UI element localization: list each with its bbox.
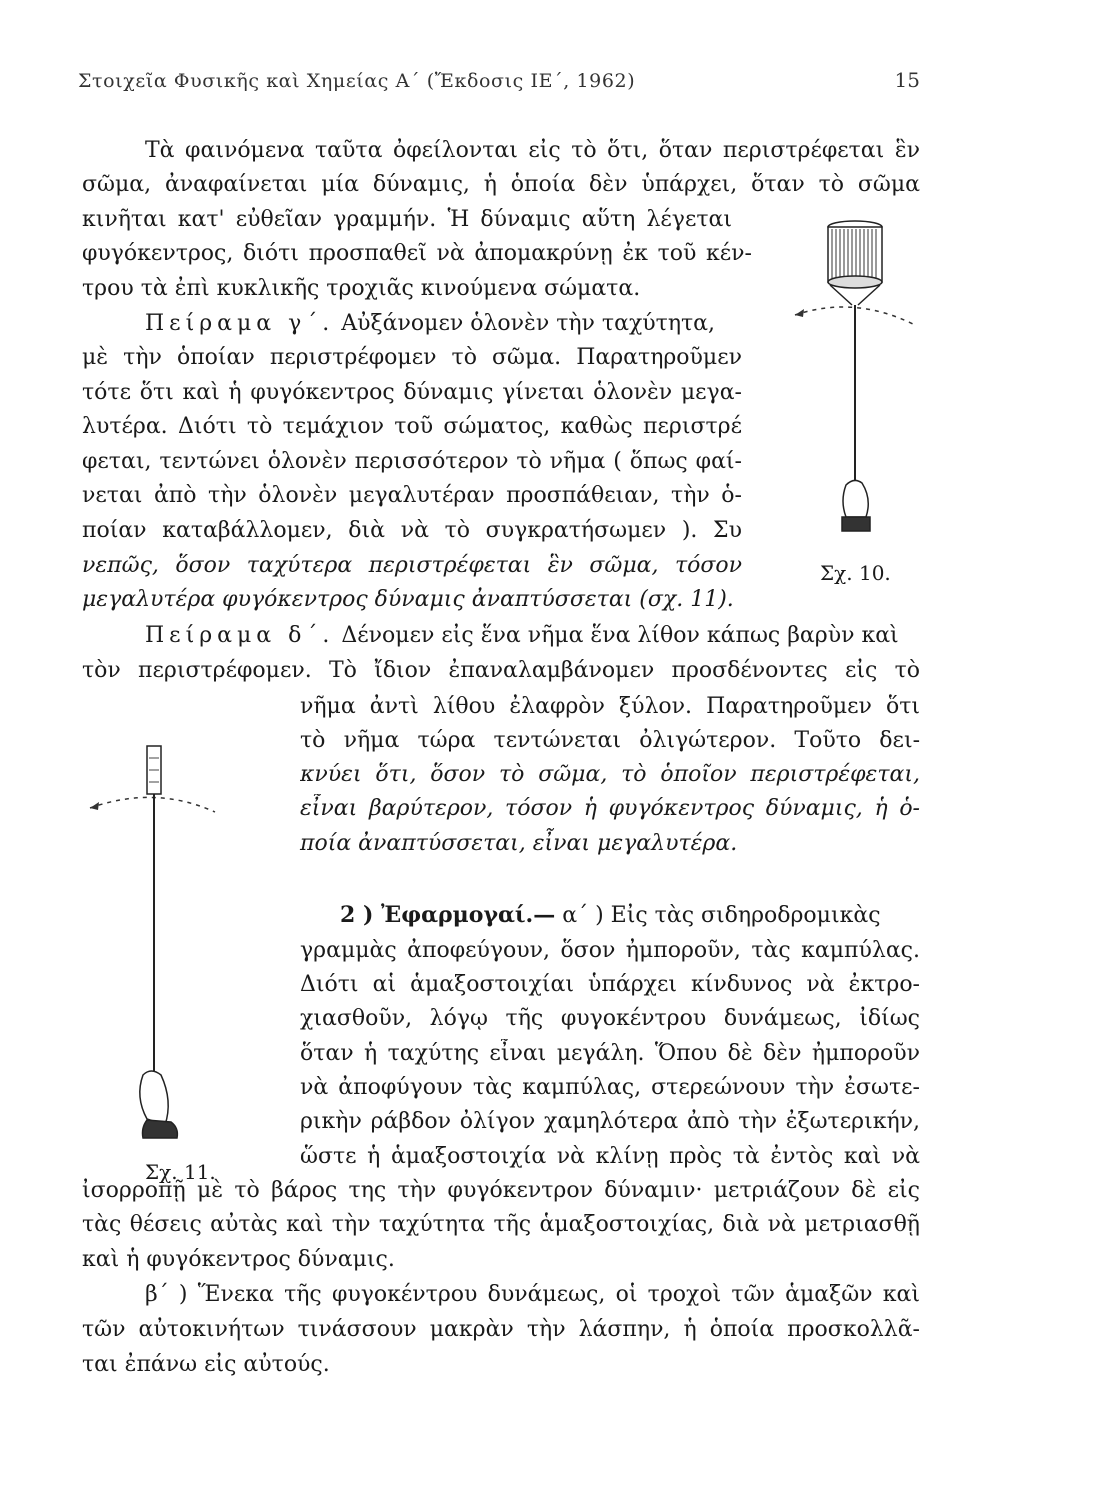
body-line: νεται ἀπὸ τὴν ὁλονὲν μεγαλυτέραν προσπάθειαν, τὴν ὁ- bbox=[82, 483, 742, 508]
body-line: ποία ἀναπτύσσεται, εἶναι μεγαλυτέρα. bbox=[300, 831, 738, 856]
body-line: λυτέρα. Διότι τὸ τεμάχιον τοῦ σώματος, καθὼς περιστρέ bbox=[82, 414, 742, 439]
figure-11-caption: Σχ. 11. bbox=[145, 1160, 216, 1184]
body-line: νῆμα ἀντὶ λίθου ἐλαφρὸν ξύλον. Παρατηροῦμεν ὅτι bbox=[300, 694, 920, 719]
body-line: τὸν περιστρέφομεν. Τὸ ἴδιον ἐπαναλαμβάνομεν προσδένοντες εἰς τὸ bbox=[82, 658, 920, 683]
body-line: ται ἐπάνω εἰς αὐτούς. bbox=[82, 1352, 330, 1377]
body-line: Διότι αἱ ἁμαξοστοιχίαι ὑπάρχει κίνδυνος νὰ ἐκτρο- bbox=[300, 972, 920, 997]
experiment-4-line bbox=[145, 621, 920, 653]
body-line-segment: Δένομεν εἰς ἕνα νῆμα ἕνα λίθον κάπως βαρὺν καὶ bbox=[341, 623, 899, 648]
body-line: ρικὴν ράβδον ὀλίγον χαμηλότερα ἀπὸ τὴν ἐξωτερικήν, bbox=[300, 1109, 920, 1134]
body-line: γραμμὰς ἀποφεύγουν, ὅσον ἠμποροῦν, τὰς καμπύλας. bbox=[300, 938, 920, 963]
applications-line bbox=[340, 900, 920, 932]
body-line: σῶμα, ἀναφαίνεται μία δύναμις, ἡ ὁποία δὲν ὑπάρχει, ὅταν τὸ σῶμα bbox=[82, 172, 920, 197]
body-line: εἶναι βαρύτερον, τόσον ἡ φυγόκεντρος δύναμις, ἡ ὁ- bbox=[300, 796, 920, 821]
body-line: φεται, τεντώνει ὁλονὲν περισσότερον τὸ νῆμα ( ὅπως φαί- bbox=[82, 449, 742, 474]
applications-heading: 2 ) Ἐφαρμογαί.— bbox=[340, 902, 556, 928]
experiment-3-line bbox=[145, 309, 755, 341]
body-line: ὅταν ἡ ταχύτης εἶναι μεγάλη. Ὅπου δὲ δὲν ἠμποροῦν bbox=[300, 1041, 920, 1066]
body-line: τῶν αὐτοκινήτων τινάσσουν μακρὰν τὴν λάσπην, ἡ ὁποία προσκολλᾶ- bbox=[82, 1317, 920, 1342]
body-line: ἰσορροπῇ μὲ τὸ βάρος της τὴν φυγόκεντρον δύναμιν· μετριάζουν δὲ εἰς bbox=[82, 1178, 920, 1203]
body-line: φυγόκεντρος, διότι προσπαθεῖ νὰ ἀπομακρύνῃ ἐκ τοῦ κέν- bbox=[82, 241, 752, 266]
cylinder-weight-illustration bbox=[828, 221, 882, 305]
body-line: μὲ τὴν ὁποίαν περιστρέφομεν τὸ σῶμα. Παρατηροῦμεν bbox=[82, 345, 742, 370]
figure-11 bbox=[85, 740, 225, 1140]
body-line: νὰ ἀποφύγουν τὰς καμπύλας, στερεώνουν τὴν ἐσωτε- bbox=[300, 1075, 920, 1100]
body-line: νεπῶς, ὅσον ταχύτερα περιστρέφεται ἓν σῶμα, τόσον bbox=[82, 553, 742, 578]
body-line: τρου τὰ ἐπὶ κυκλικῆς τροχιᾶς κινούμενα σώματα. bbox=[82, 276, 641, 301]
running-title: Στοιχεῖα Φυσικῆς καὶ Χημείας Α΄ (Ἔκδοσις ΙΕ΄, 1962) bbox=[78, 70, 636, 92]
page-header bbox=[78, 70, 920, 96]
body-line: τὰς θέσεις αὐτὰς καὶ τὴν ταχύτητα τῆς ἁμαξοστοιχίας, διὰ νὰ μετριασθῇ bbox=[82, 1212, 920, 1237]
body-line: τότε ὅτι καὶ ἡ φυγόκεντρος δύναμις γίνεται ὁλονὲν μεγα- bbox=[82, 380, 742, 405]
body-line: μεγαλυτέρα φυγόκεντρος δύναμις ἀναπτύσσεται (σχ. 11). bbox=[82, 587, 734, 612]
body-line: καὶ ἡ φυγόκεντρος δύναμις. bbox=[82, 1247, 395, 1272]
body-line: χιασθοῦν, λόγῳ τῆς φυγοκέντρου δυνάμεως, ἰδίως bbox=[300, 1006, 920, 1031]
hand-icon bbox=[842, 480, 870, 531]
body-line: Τὰ φαινόμενα ταῦτα ὀφείλονται εἰς τὸ ὅτι, ὅταν περιστρέφεται ἓν bbox=[145, 138, 920, 163]
body-line-segment: α΄ ) Εἰς τὰς σιδηροδρομικὰς bbox=[562, 903, 881, 928]
body-line: κνύει ὅτι, ὅσον τὸ σῶμα, τὸ ὁποῖον περιστρέφεται, bbox=[300, 762, 920, 787]
body-line: ποίαν καταβάλλομεν, διὰ νὰ τὸ συγκρατήσωμεν ). Συ bbox=[82, 518, 742, 543]
hand-icon bbox=[140, 1071, 178, 1138]
body-line-segment: Αὐξάνομεν ὁλονὲν τὴν ταχύτητα, bbox=[341, 311, 716, 336]
body-line: β΄ ) Ἕνεκα τῆς φυγοκέντρου δυνάμεως, οἱ τροχοὶ τῶν ἁμαξῶν καὶ bbox=[145, 1282, 920, 1307]
page-number: 15 bbox=[894, 68, 920, 92]
experiment-3-label: Πείραμα γ΄. bbox=[145, 311, 335, 336]
body-line: κινῆται κατ' εὐθεῖαν γραμμήν. Ἡ δύναμις αὕτη λέγεται bbox=[82, 207, 732, 232]
figure-10-caption: Σχ. 10. bbox=[820, 561, 891, 585]
body-line: ὥστε ἡ ἁμαξοστοιχία νὰ κλίνῃ πρὸς τὰ ἐντὸς καὶ νὰ bbox=[300, 1144, 920, 1169]
wooden-block-illustration bbox=[147, 746, 161, 794]
figure-10 bbox=[790, 215, 920, 545]
body-line: τὸ νῆμα τώρα τεντώνεται ὀλιγώτερον. Τοῦτο δει- bbox=[300, 728, 920, 753]
rotation-path-arrow bbox=[90, 797, 215, 812]
experiment-4-label: Πείραμα δ΄. bbox=[145, 623, 335, 648]
